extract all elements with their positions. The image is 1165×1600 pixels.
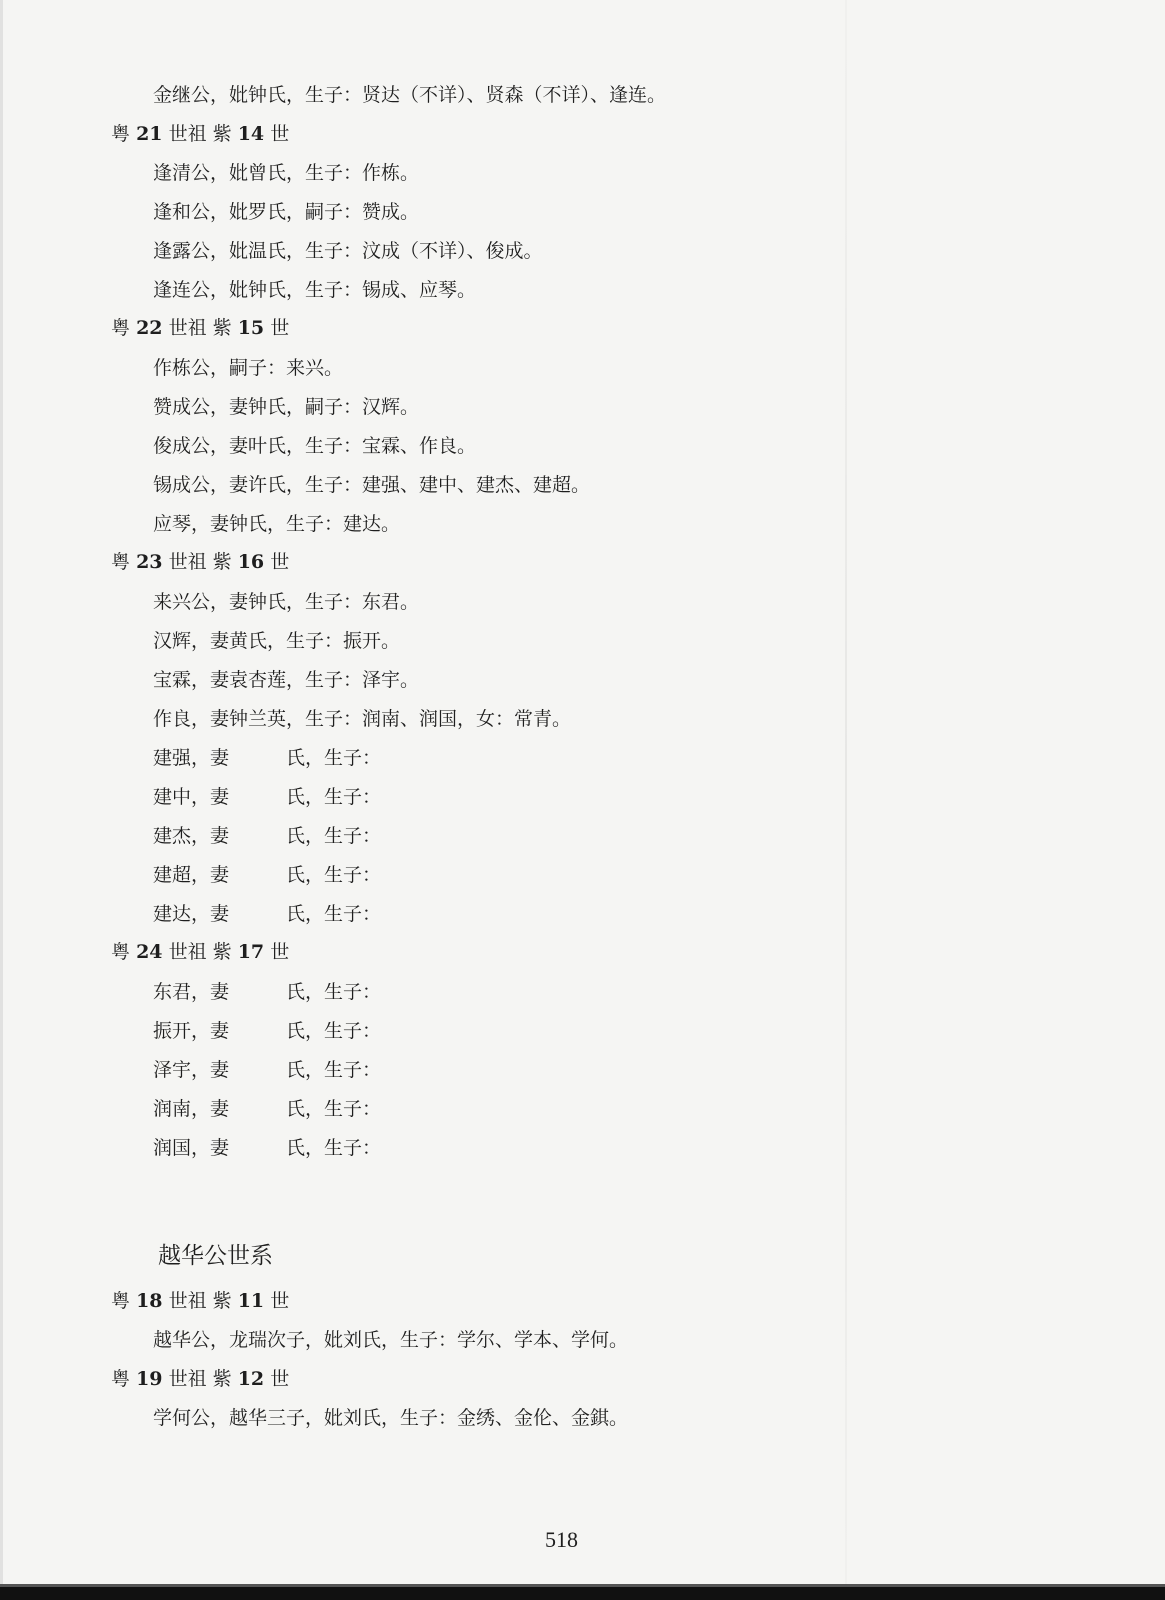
page-number: 518 xyxy=(545,1527,578,1552)
zi-prefix: 紫 xyxy=(212,317,232,339)
entry-baolin: 宝霖，妻袁杏莲，生子：泽宇。 xyxy=(153,669,420,691)
lineage-title: 越华公世系 xyxy=(158,1243,273,1269)
zi-number: 16 xyxy=(237,551,265,573)
entry-fenglian: 逢连公，妣钟氏，生子：锡成、应琴。 xyxy=(153,279,477,301)
entry-runguo: 润国，妻 氏，生子： xyxy=(153,1137,382,1159)
zi-prefix: 紫 xyxy=(212,941,232,963)
entry-dongjun: 东君，妻 氏，生子： xyxy=(153,981,382,1003)
generation-heading-21 xyxy=(111,121,289,147)
generation-heading-18 xyxy=(111,1288,289,1314)
yue-number: 22 xyxy=(136,317,163,339)
zi-number: 15 xyxy=(237,317,265,339)
yue-number: 21 xyxy=(136,123,163,145)
entry-yuehua: 越华公，龙瑞次子，妣刘氏，生子：学尔、学本、学何。 xyxy=(153,1329,629,1351)
zi-number: 11 xyxy=(237,1290,265,1312)
yue-number: 19 xyxy=(136,1368,163,1390)
zi-label: 世 xyxy=(270,1290,290,1312)
yue-number: 18 xyxy=(136,1290,163,1312)
scan-bottom-edge xyxy=(0,1584,1165,1600)
entry-jianchao: 建超，妻 氏，生子： xyxy=(153,864,382,886)
yue-prefix: 粤 xyxy=(111,1368,131,1390)
entry-jianqiang: 建强，妻 氏，生子： xyxy=(153,747,382,769)
entry-zhenkai: 振开，妻 氏，生子： xyxy=(153,1020,382,1042)
generation-heading-24 xyxy=(111,939,289,965)
entry-zuodong: 作栋公，嗣子：来兴。 xyxy=(153,357,344,379)
entry-xicheng: 锡成公，妻许氏，生子：建强、建中、建杰、建超。 xyxy=(153,474,591,496)
zi-prefix: 紫 xyxy=(212,123,232,145)
entry-hanhui: 汉辉，妻黄氏，生子：振开。 xyxy=(153,630,401,652)
yue-prefix: 粤 xyxy=(111,551,131,573)
zi-prefix: 紫 xyxy=(212,1290,232,1312)
yue-label: 世祖 xyxy=(168,1368,207,1390)
entry-xuehe: 学何公，越华三子，妣刘氏，生子：金绣、金伦、金錤。 xyxy=(153,1407,629,1429)
entry-zuoliang: 作良，妻钟兰英，生子：润南、润国，女：常青。 xyxy=(153,708,572,730)
zi-label: 世 xyxy=(270,317,290,339)
entry-runnan: 润南，妻 氏，生子： xyxy=(153,1098,382,1120)
entry-jianzhong: 建中，妻 氏，生子： xyxy=(153,786,382,808)
scan-left-edge xyxy=(0,0,3,1600)
yue-label: 世祖 xyxy=(168,551,207,573)
zi-label: 世 xyxy=(270,551,290,573)
entry-jianda: 建达，妻 氏，生子： xyxy=(153,903,382,925)
generation-heading-19 xyxy=(111,1366,289,1392)
zi-label: 世 xyxy=(270,941,290,963)
yue-number: 23 xyxy=(136,551,163,573)
yue-prefix: 粤 xyxy=(111,1290,131,1312)
yue-label: 世祖 xyxy=(168,1290,207,1312)
yue-prefix: 粤 xyxy=(111,123,131,145)
yue-label: 世祖 xyxy=(168,123,207,145)
generation-heading-23 xyxy=(111,549,289,575)
entry-zancheng: 赞成公，妻钟氏，嗣子：汉辉。 xyxy=(153,396,420,418)
entry-jinji: 金继公，妣钟氏，生子：贤达（不详）、贤森（不详）、逢连。 xyxy=(153,84,667,106)
entry-laixing: 来兴公，妻钟氏，生子：东君。 xyxy=(153,591,420,613)
entry-zeyu: 泽宇，妻 氏，生子： xyxy=(153,1059,382,1081)
yue-number: 24 xyxy=(136,941,163,963)
entry-fengqing: 逢清公，妣曾氏，生子：作栋。 xyxy=(153,162,420,184)
entry-juncheng: 俊成公，妻叶氏，生子：宝霖、作良。 xyxy=(153,435,477,457)
zi-number: 12 xyxy=(237,1368,265,1390)
zi-number: 17 xyxy=(237,941,265,963)
entry-yingqin: 应琴，妻钟氏，生子：建达。 xyxy=(153,513,401,535)
yue-prefix: 粤 xyxy=(111,317,131,339)
yue-prefix: 粤 xyxy=(111,941,131,963)
zi-prefix: 紫 xyxy=(212,1368,232,1390)
yue-label: 世祖 xyxy=(168,317,207,339)
zi-prefix: 紫 xyxy=(212,551,232,573)
zi-label: 世 xyxy=(270,123,290,145)
zi-label: 世 xyxy=(270,1368,290,1390)
entry-jianjie: 建杰，妻 氏，生子： xyxy=(153,825,382,847)
entry-fenglu: 逢露公，妣温氏，生子：汶成（不详）、俊成。 xyxy=(153,240,543,262)
entry-fenghe: 逢和公，妣罗氏，嗣子：赞成。 xyxy=(153,201,420,223)
zi-number: 14 xyxy=(237,123,265,145)
generation-heading-22 xyxy=(111,315,289,341)
scan-fold-line xyxy=(845,0,847,1600)
yue-label: 世祖 xyxy=(168,941,207,963)
